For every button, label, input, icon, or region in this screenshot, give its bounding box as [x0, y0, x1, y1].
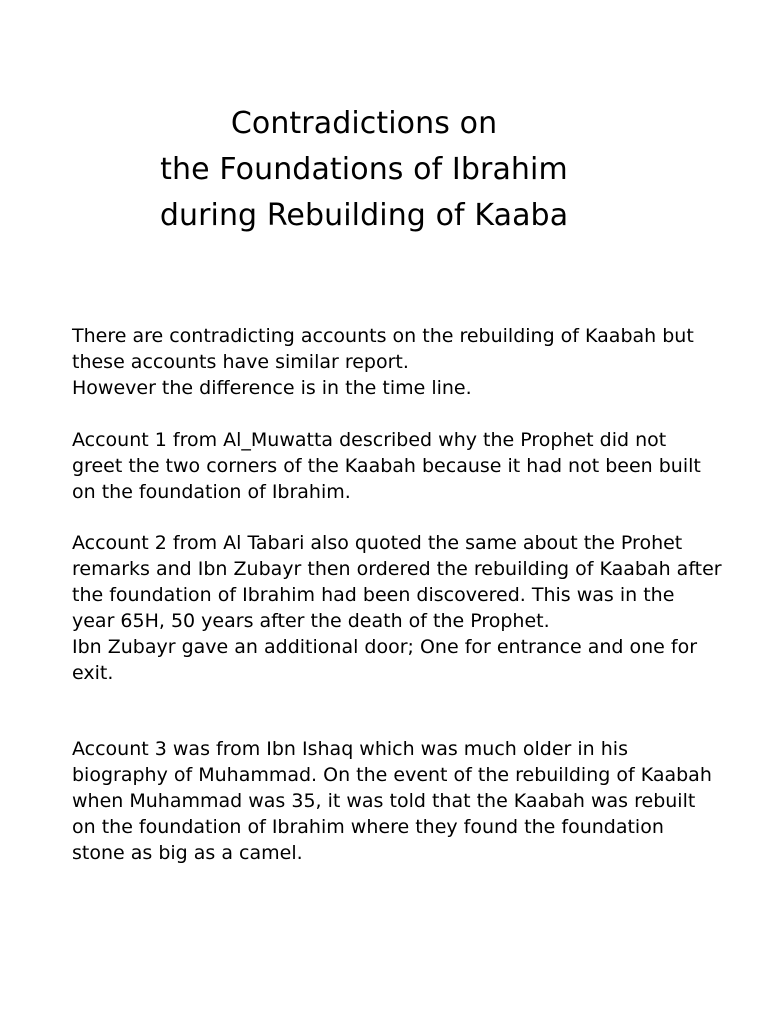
title-line-1: Contradictions on [230, 106, 498, 141]
title-line-2: the Foundations of Ibrahim [160, 152, 568, 187]
paragraph-account-1 [72, 427, 732, 505]
paragraph-account-3 [72, 736, 732, 866]
text-line: Account 3 was from Ibn Ishaq which was much older in his [72, 738, 628, 760]
text-line: year 65H, 50 years after the death of the Prophet. [72, 610, 550, 632]
text-line: Ibn Zubayr gave an additional door; One for entrance and one for [72, 636, 698, 658]
text-line: stone as big as a camel. [72, 842, 303, 864]
text-line: exit. [72, 662, 114, 684]
paragraph-account-2 [72, 530, 732, 686]
text-line: these accounts have similar report. [72, 351, 409, 373]
text-line: remarks and Ibn Zubayr then ordered the rebuilding of Kaabah after [72, 558, 722, 580]
title-line-3: during Rebuilding of Kaaba [159, 198, 569, 233]
text-line: However the difference is in the time line. [72, 377, 472, 399]
text-line: on the foundation of Ibrahim. [72, 481, 351, 503]
text-line: Account 2 from Al Tabari also quoted the same about the Prohet [72, 532, 683, 554]
text-line: biography of Muhammad. On the event of the rebuilding of Kaabah [72, 764, 712, 786]
text-line: the foundation of Ibrahim had been discovered. This was in the [72, 584, 675, 606]
page-title [0, 101, 728, 239]
text-line: when Muhammad was 35, it was told that the Kaabah was rebuilt [72, 790, 696, 812]
text-line: on the foundation of Ibrahim where they found the foundation [72, 816, 664, 838]
text-line: greet the two corners of the Kaabah because it had not been built [72, 455, 701, 477]
text-line: There are contradicting accounts on the rebuilding of Kaabah but [72, 325, 694, 347]
text-line: Account 1 from Al_Muwatta described why the Prophet did not [72, 429, 667, 451]
paragraph-intro [72, 323, 732, 401]
